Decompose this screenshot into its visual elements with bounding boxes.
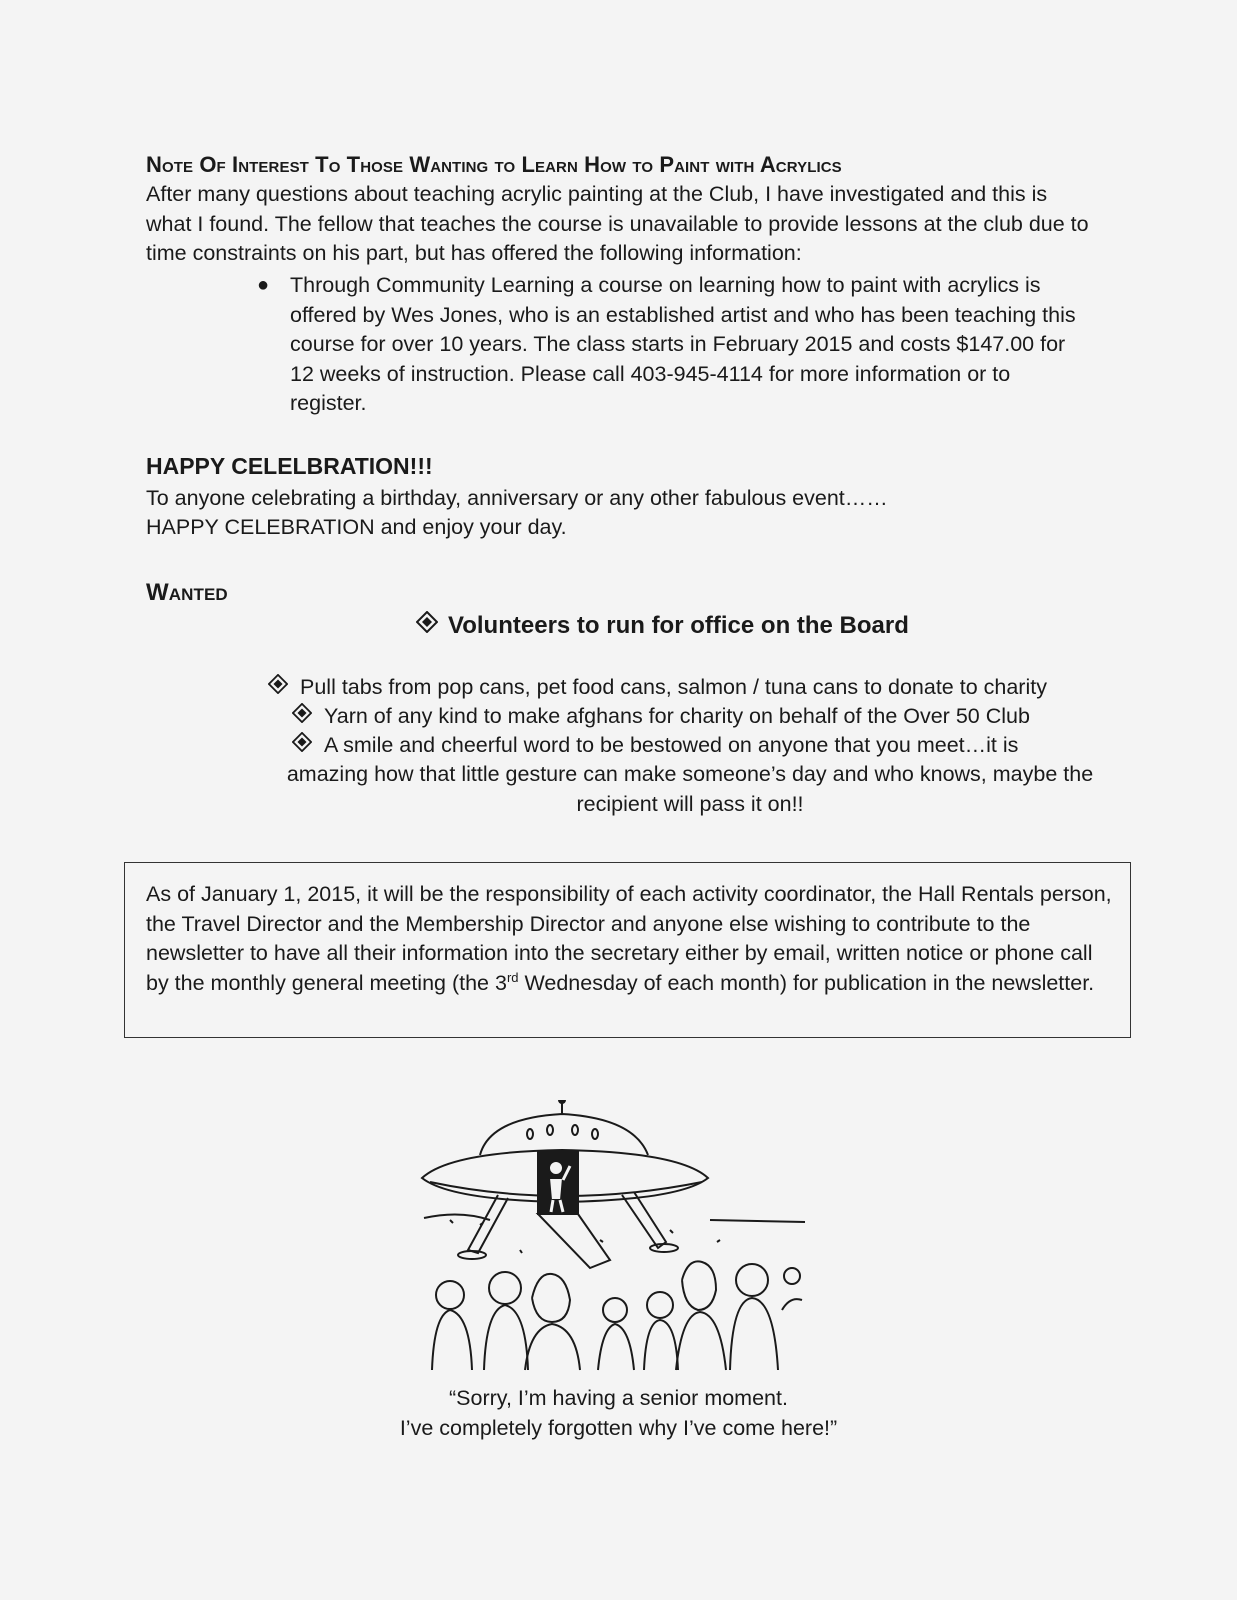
wanted-item-1-text: Pull tabs from pop cans, pet food cans, salmon / tuna cans to donate to charity (300, 675, 1047, 699)
note-body: After many questions about teaching acrylic painting at the Club, I have investigated and this is what I found. The fellow that teaches the course is unavailable to provide lessons at the club due to time constraints on his part, but has offered the following information: (146, 182, 1089, 265)
cartoon-caption-line-2: I’ve completely forgotten why I’ve come here!” (399, 1416, 838, 1440)
note-heading: Note Of Interest To Those Wanting to Learn How to Paint with Acrylics (146, 152, 842, 177)
wanted-item-2-text: Yarn of any kind to make afghans for charity on behalf of the Over 50 Club (324, 704, 1030, 728)
bullet-dot-icon: ● (257, 274, 270, 296)
note-bullet-text: Through Community Learning a course on learning how to paint with acrylics is offered by Wes Jones, who is an established artist and who has been teaching this course for over 10 years. The class starts in February 2015 and costs $147.00 for 12 weeks of instruction. Please call 403-945-4114 for more information or to register. (290, 273, 1076, 415)
note-bullet-item (257, 271, 1090, 419)
notice-text (146, 880, 1116, 998)
happy-line-2: HAPPY CELEBRATION and enjoy your day. (146, 515, 567, 539)
diamond-bullet-icon (292, 702, 316, 732)
wanted-item-2 (292, 702, 1030, 732)
cartoon-caption-line-1: “Sorry, I’m having a senior moment. (449, 1386, 788, 1410)
notice-text-part: As of January 1, 2015, it will be the responsibility of each activity coordinator, the Hall Rentals person, the Travel Director and the Membership Director and anyone else wishing to contribute to the newsletter to have all their information into the secretary either by email, written notice or phone call by the monthly general meeting (the 3 (146, 882, 1112, 995)
notice-superscript: rd (506, 969, 519, 985)
diamond-bullet-icon (416, 611, 440, 641)
wanted-heading: Wanted (146, 579, 228, 606)
alien-ufo-cartoon-icon (420, 1100, 820, 1375)
diamond-bullet-icon (292, 731, 316, 761)
wanted-item-3-text: A smile and cheerful word to be bestowed on anyone that you meet…it is (324, 733, 1019, 757)
wanted-item-1 (268, 673, 1047, 703)
happy-heading: HAPPY CELELBRATION!!! (146, 453, 433, 479)
notice-text-part: Wednesday of each month) for publication in the newsletter. (518, 970, 1095, 995)
wanted-main-item (416, 611, 909, 641)
wanted-item-3 (292, 731, 1018, 761)
happy-line-1: To anyone celebrating a birthday, anniversary or any other fabulous event…… (146, 486, 888, 510)
wanted-item-3-continuation: amazing how that little gesture can make someone’s day and who knows, maybe the recipient will pass it on!! (286, 762, 1094, 816)
wanted-main-text: Volunteers to run for office on the Board (448, 612, 909, 639)
diamond-bullet-icon (268, 673, 292, 703)
